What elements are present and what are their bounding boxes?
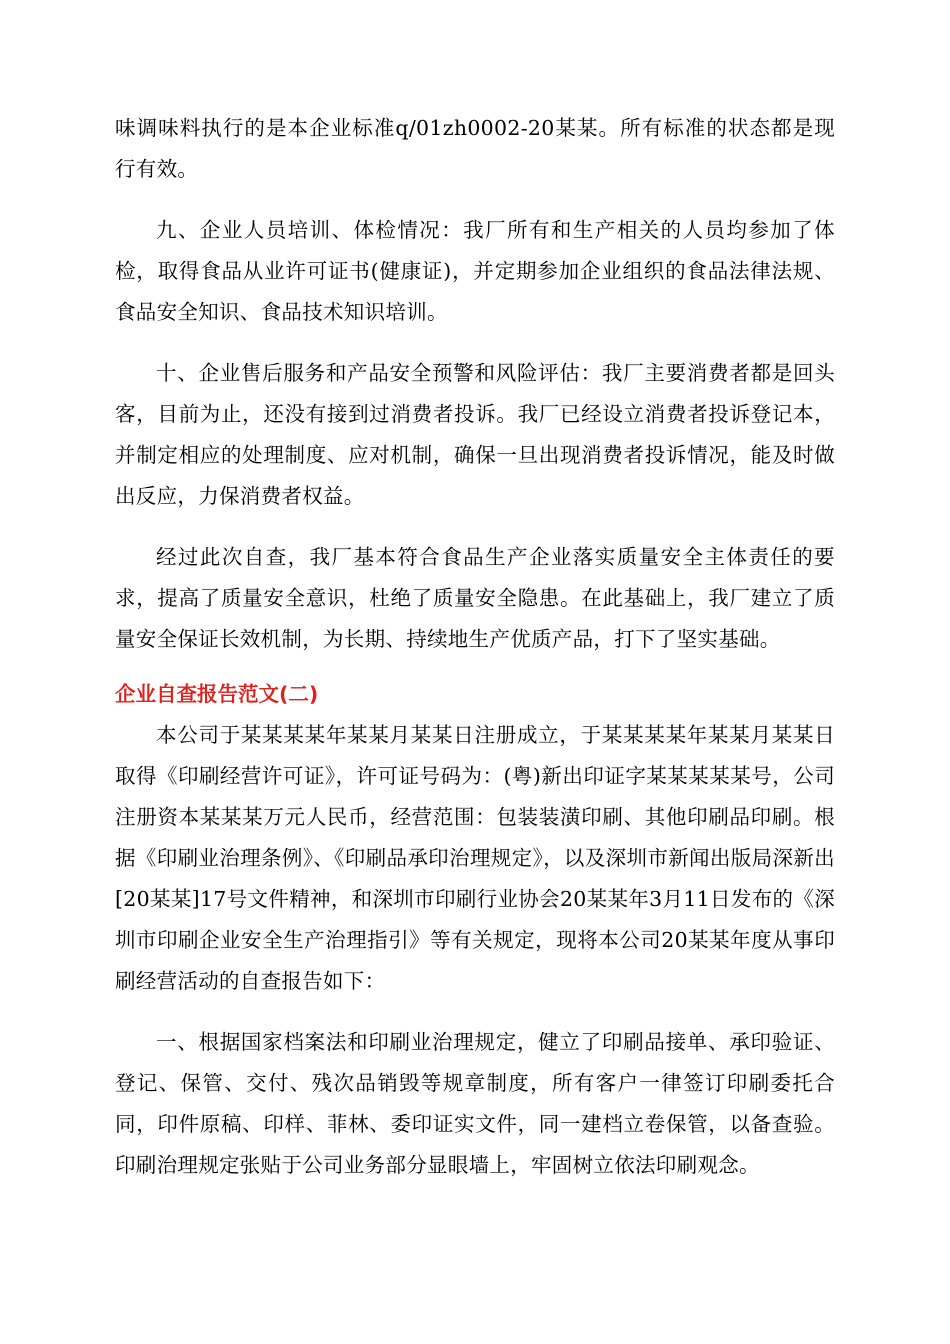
- paragraph-standards-continuation: 味调味料执行的是本企业标准q/01zh0002-20某某。所有标准的状态都是现行有效。: [115, 116, 835, 181]
- document-page: [115, 108, 835, 1186]
- paragraph-company-intro: 本公司于某某某某年某某月某某日注册成立，于某某某某年某某月某某日取得《印刷经营许可证》，许可证号码为：(粤)新出印证字某某某某某号，公司注册资本某某某万元人民币，经营范围：包装装潢印刷、其他印刷品印刷。根据《印刷业治理条例》、《印刷品承印治理规定》，以及深圳市新闻出版局深新出[20某某]17号文件精神，和深圳市印刷行业协会20某某年3月11日发布的《深圳市印刷企业安全生产治理指引》等有关规定，现将本公司20某某年度从事印刷经营活动的自查报告如下：: [115, 723, 835, 993]
- paragraph-staff-training: 九、企业人员培训、体检情况：我厂所有和生产相关的人员均参加了体检，取得食品从业许可证书(健康证)，并定期参加企业组织的食品法律法规、食品安全知识、食品技术知识培训。: [115, 218, 835, 324]
- paragraph-conclusion: 经过此次自查，我厂基本符合食品生产企业落实质量安全主体责任的要求，提高了质量安全意识，杜绝了质量安全隐患。在此基础上，我厂建立了质量安全保证长效机制，为长期、持续地生产优质产品，打下了坚实基础。: [115, 545, 835, 651]
- paragraph-after-sales: 十、企业售后服务和产品安全预警和风险评估：我厂主要消费者都是回头客，目前为止，还没有接到过消费者投诉。我厂已经设立消费者投诉登记本，并制定相应的处理制度、应对机制，确保一旦出现消费者投诉情况，能及时做出反应，力保消费者权益。: [115, 361, 835, 508]
- paragraph-archive-rules: 一、根据国家档案法和印刷业治理规定，健立了印刷品接单、承印验证、登记、保管、交付、残次品销毁等规章制度，所有客户一律签订印刷委托合同，印件原稿、印样、菲林、委印证实文件，同一建档立卷保管，以备查验。印刷治理规定张贴于公司业务部分显眼墙上，牢固树立依法印刷观念。: [115, 1030, 835, 1177]
- section-heading: 企业自查报告范文(二): [115, 682, 319, 706]
